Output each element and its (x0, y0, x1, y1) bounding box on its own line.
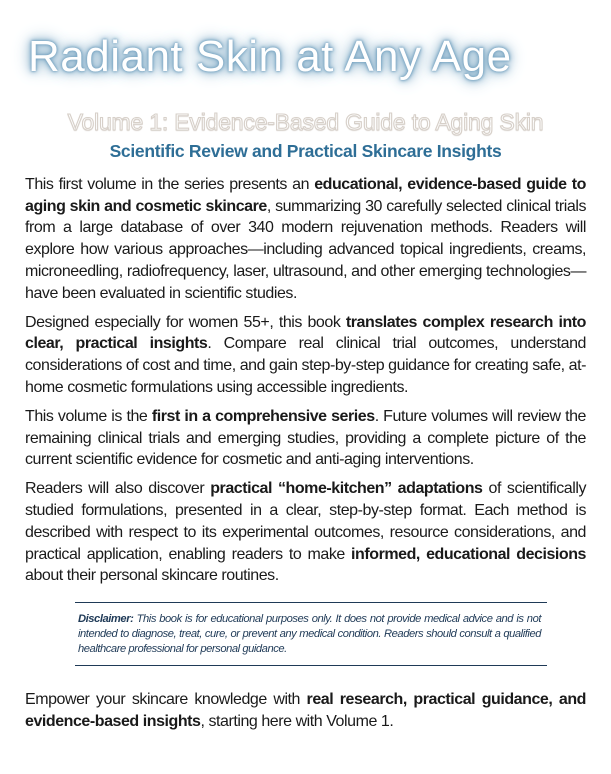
intro-paragraph: This first volume in the series presents an educational, evidence-based guide to aging skin and cosmetic skincare, summarizing 30 carefully selected clinical trials from a large database of over 340 modern rejuvenation methods. Readers will explore how various approaches—including advanced topical ingredients, creams, microneedling, radiofrequency, laser, ultrasound, and other emerging technologies—have been evaluated in scientific studies. (25, 175, 587, 302)
closing-paragraph: Empower your skincare knowledge with real research, practical guidance, and evidence-based insights, starting here with Volume 1. (25, 691, 586, 730)
book-title: Radiant Skin at Any Age (28, 32, 512, 81)
body-text (25, 174, 586, 587)
tagline: Scientific Review and Practical Skincare Insights (109, 140, 502, 161)
adaptations-paragraph: Readers will also discover practical “home-kitchen” adaptations of scientifically studied formulations, presented in a clear, step-by-step format. Each method is described with respect to its experimental outcomes, resource considerations, and practical application, enabling readers to make informed, educational decisions about their personal skincare routines. (25, 480, 586, 585)
volume-subtitle: Volume 1: Evidence-Based Guide to Aging Skin (67, 109, 544, 135)
series-paragraph: This volume is the first in a comprehensive series. Future volumes will review the remaining clinical trials and emerging studies, providing a complete picture of the current scientific evidence for cosmetic and anti-aging interventions. (25, 407, 586, 469)
audience-paragraph: Designed especially for women 55+, this book translates complex research into clear, practical insights. Compare real clinical trial outcomes, understand considerations of cost and time, and gain step-by-step guidance for creating safe, at-home cosmetic formulations using accessible ingredients. (25, 313, 586, 396)
book-intro-page (0, 29, 611, 733)
disclaimer-box (75, 602, 547, 666)
disclaimer-label: Disclaimer: (78, 613, 134, 626)
disclaimer-text: This book is for educational purposes only. It does not provide medical advice and is not intended to diagnose, treat, cure, or prevent any medical condition. Readers should consult a qualified healthcare professional for personal guidance. (78, 613, 541, 656)
